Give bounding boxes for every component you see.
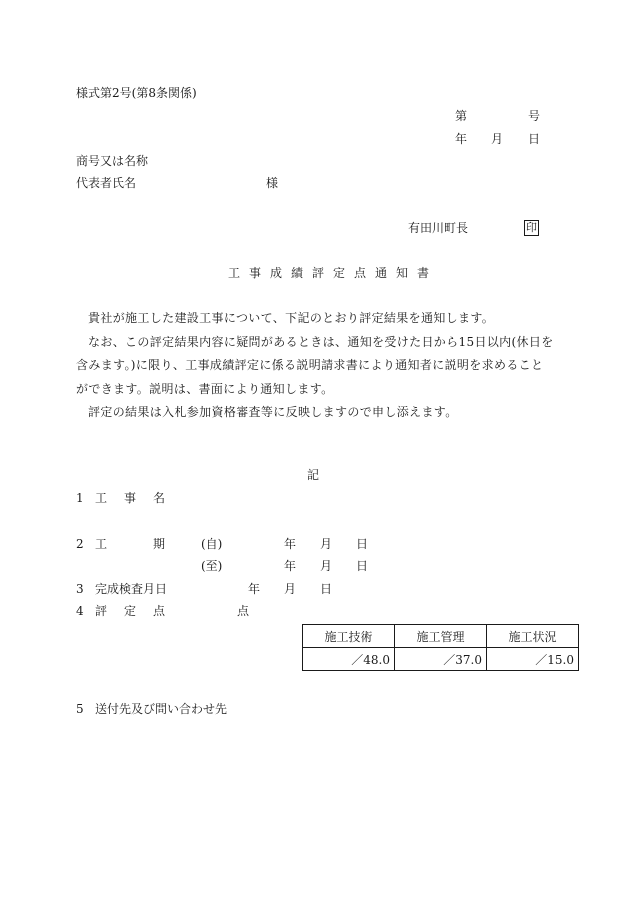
period-to-label: (至) [201,559,223,573]
date-month: 月 [491,132,504,146]
item-2-label-char-2: 期 [153,537,166,551]
honorific: 様 [266,176,279,190]
item-4-label-char-1: 評 [95,604,108,618]
item-2-label-char-1: 工 [95,537,108,551]
score-header-management: 施工管理 [395,625,487,648]
score-unit: 点 [237,604,250,618]
date-year: 年 [455,132,468,146]
period-from-year: 年 [284,537,297,551]
doc-number-prefix: 第 [455,109,468,123]
body-paragraph-1: 貴社が施工した建設工事について、下記のとおり評定結果を通知します。 [88,311,495,325]
doc-number-suffix: 号 [528,109,541,123]
item-5-label: 送付先及び問い合わせ先 [95,702,228,716]
item-2-number: 2 [76,537,84,551]
body-paragraph-3: 評定の結果は入札参加資格審査等に反映しますので申し添えます。 [88,405,458,419]
period-from-month: 月 [320,537,333,551]
period-to-day: 日 [356,559,369,573]
score-header-status: 施工状況 [487,625,579,648]
date-day: 日 [528,132,541,146]
item-4-label-char-2: 定 [124,604,137,618]
form-label: 様式第2号(第8条関係) [76,86,197,100]
score-table-value-row [303,648,579,671]
period-from-day: 日 [356,537,369,551]
item-3-number: 3 [76,582,84,596]
sender-name: 有田川町長 [408,221,469,235]
representative-label: 代表者氏名 [76,176,137,190]
seal-mark: 印 [526,221,537,234]
item-1-label-char-3: 名 [153,491,166,505]
inspection-year: 年 [248,582,261,596]
ki-heading: 記 [307,468,320,482]
score-header-technique: 施工技術 [303,625,395,648]
item-1-label-char-1: 工 [95,491,108,505]
document-title: 工事成績評定点通知書 [228,266,439,280]
score-table-header-row [303,625,579,648]
score-table [302,624,579,671]
period-to-year: 年 [284,559,297,573]
body-text [76,307,554,425]
item-1-label-char-2: 事 [124,491,137,505]
item-4-label-char-3: 点 [153,604,166,618]
score-value-management: ／37.0 [395,648,487,671]
period-from-label: (自) [201,537,223,551]
score-value-status: ／15.0 [487,648,579,671]
item-1-number: 1 [76,491,84,505]
inspection-day: 日 [320,582,333,596]
item-5-number: 5 [76,702,84,716]
item-3-label: 完成検査月日 [95,582,168,596]
company-name-label: 商号又は名称 [76,154,149,168]
inspection-month: 月 [284,582,297,596]
score-value-technique: ／48.0 [303,648,395,671]
body-paragraph-2: なお、この評定結果内容に疑問があるときは、通知を受けた日から15日以内(休日を含みます。)に限り、工事成績評定に係る説明請求書により通知者に説明を求めることができます。説明は、書面により通知します。 [76,334,554,396]
item-4-number: 4 [76,604,84,618]
period-to-month: 月 [320,559,333,573]
